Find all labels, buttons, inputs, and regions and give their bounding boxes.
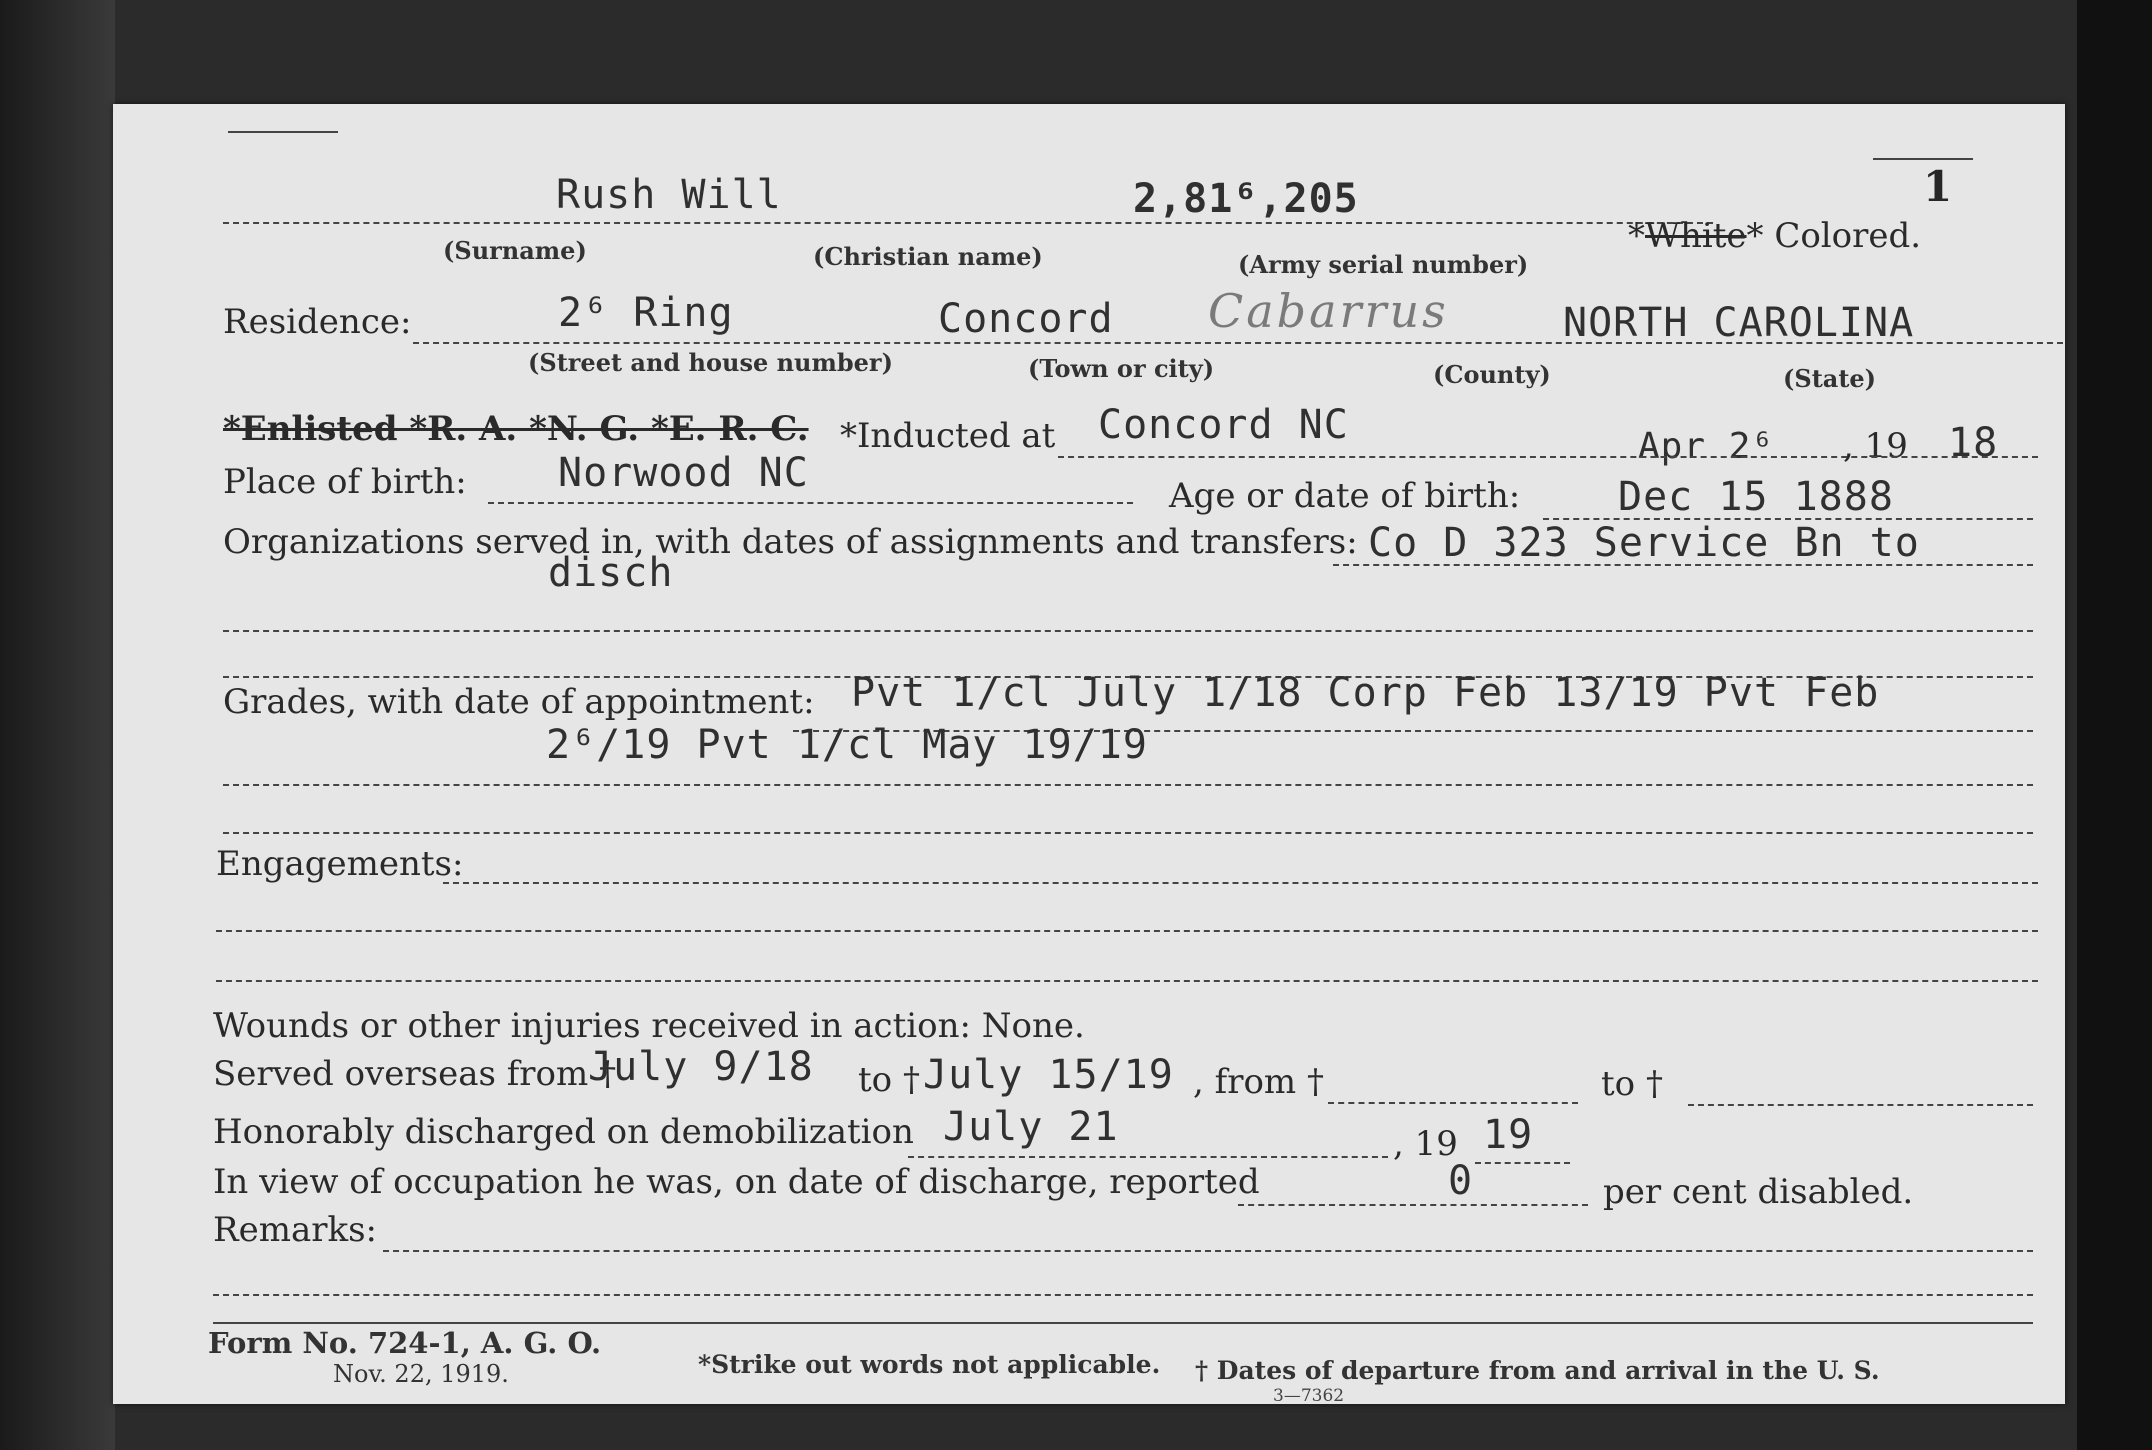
inducted-place: Concord NC: [1098, 402, 1349, 448]
wounds-label: Wounds or other injuries received in action: None.: [213, 1006, 1085, 1046]
discharged-label: Honorably discharged on demobilization: [213, 1112, 914, 1152]
engagements-label: Engagements:: [216, 844, 464, 884]
inducted-year: 18: [1948, 420, 1999, 466]
organizations-value: Co D 323 Service Bn to: [1368, 520, 1920, 566]
birthplace-line: [488, 502, 1133, 504]
residence-label: Residence:: [223, 302, 412, 342]
discharge-date-line: [908, 1156, 1388, 1158]
organizations-label: Organizations served in, with dates of assignments and transfers:: [223, 522, 1358, 562]
name-value: Rush Will: [556, 172, 782, 218]
inducted-label: *Inducted at: [840, 416, 1056, 456]
overseas-from2-line: [1328, 1102, 1578, 1104]
residence-county: Cabarrus: [1208, 284, 1449, 338]
grades-label: Grades, with date of appointment:: [223, 682, 815, 722]
disabled-percent-value: 0: [1448, 1158, 1474, 1204]
grades-line-2: [223, 784, 2033, 786]
engagements-line-3: [216, 980, 2038, 982]
race-white-struck: White: [1645, 216, 1747, 256]
county-label: (County): [1433, 360, 1551, 389]
inducted-year-prefix: , 19: [1843, 426, 1908, 466]
race-field: [1628, 216, 1921, 256]
organizations-line-2: [223, 630, 2033, 632]
discharge-year-line: [1475, 1162, 1570, 1164]
occupation-label: In view of occupation he was, on date of discharge, reported: [213, 1162, 1260, 1202]
scanner-backdrop-left: [0, 0, 115, 1450]
grades-line-3: [223, 832, 2033, 834]
residence-line: [413, 342, 2063, 344]
race-colored: * Colored.: [1746, 216, 1922, 256]
disabled-label: per cent disabled.: [1603, 1172, 1914, 1212]
town-label: (Town or city): [1028, 354, 1215, 383]
discharge-year-prefix: , 19: [1393, 1124, 1458, 1164]
state-label: (State): [1783, 364, 1877, 393]
footer-rule: [213, 1322, 2033, 1324]
birthplace-label: Place of birth:: [223, 462, 467, 502]
race-asterisk: *: [1628, 216, 1645, 256]
surname-label: (Surname): [443, 236, 587, 265]
form-number: Form No. 724-1, A. G. O.: [208, 1326, 602, 1360]
scanner-backdrop-right: [2077, 0, 2152, 1450]
discharge-year-value: 19: [1483, 1112, 1534, 1158]
discharge-date-value: July 21: [943, 1104, 1119, 1150]
overseas-from2-label: , from †: [1193, 1062, 1324, 1102]
birthdate-value: Dec 15 1888: [1618, 474, 1894, 520]
birthdate-label: Age or date of birth:: [1169, 476, 1521, 516]
overseas-label: Served overseas from †: [213, 1054, 617, 1094]
street-label: (Street and house number): [528, 348, 893, 377]
birthplace-value: Norwood NC: [558, 450, 809, 496]
remarks-label: Remarks:: [213, 1210, 377, 1250]
service-record-card: [113, 104, 2065, 1404]
residence-street: 2⁶ Ring: [558, 290, 734, 336]
print-code: 3—7362: [1273, 1386, 1345, 1406]
enlisted-field-struck: *Enlisted *R. A. *N. G. *E. R. C.: [223, 409, 809, 449]
engagements-line-2: [216, 930, 2038, 932]
engagements-line-1: [443, 882, 2038, 884]
form-date: Nov. 22, 1919.: [333, 1360, 509, 1388]
serial-label: (Army serial number): [1238, 250, 1529, 279]
inducted-date: Apr 2⁶: [1638, 426, 1775, 467]
dates-note: † Dates of departure from and arrival in the U. S.: [1195, 1356, 1880, 1385]
organizations-line-1: [1333, 564, 2033, 566]
remarks-line-1: [383, 1250, 2033, 1252]
overseas-from-value: July 9/18: [588, 1044, 814, 1090]
inducted-line: [1058, 456, 2038, 458]
overseas-to-label: to †: [858, 1060, 920, 1100]
grades-value-continued: 2⁶/19 Pvt 1/cl May 19/19: [546, 722, 1148, 768]
serial-value: 2,81⁶,205: [1133, 176, 1359, 222]
residence-town: Concord: [938, 296, 1114, 342]
top-right-rule: [1873, 158, 1973, 160]
disabled-percent-line: [1238, 1204, 1588, 1206]
top-left-rule: [228, 131, 338, 133]
residence-state: NORTH CAROLINA: [1563, 300, 1915, 346]
overseas-to-value: July 15/19: [923, 1052, 1174, 1098]
overseas-to2-label: to †: [1601, 1064, 1663, 1104]
name-line: [223, 222, 1713, 224]
organizations-value-continued: disch: [548, 550, 674, 596]
christian-name-label: (Christian name): [813, 242, 1043, 271]
strike-out-note: *Strike out words not applicable.: [698, 1350, 1161, 1379]
overseas-to2-line: [1688, 1104, 2033, 1106]
grades-value: Pvt 1/cl July 1/18 Corp Feb 13/19 Pvt Feb: [851, 670, 1880, 716]
page-number: 1: [1923, 162, 1953, 211]
remarks-line-2: [213, 1294, 2033, 1296]
